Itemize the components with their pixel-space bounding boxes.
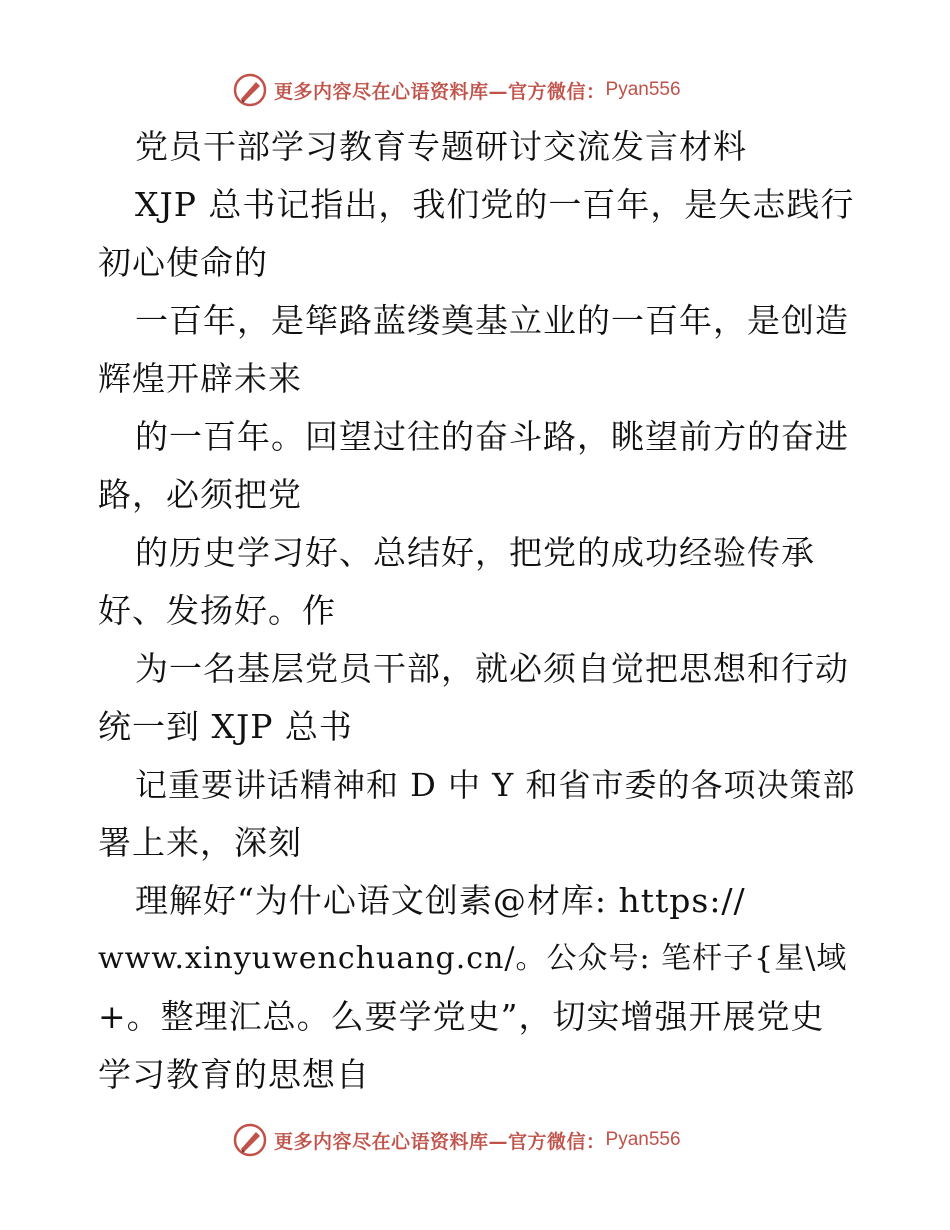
watermark-handle: Pyan556 — [605, 79, 681, 100]
text-line: 署上来，深刻 — [98, 823, 302, 862]
watermark-handle: Pyan556 — [605, 1129, 681, 1150]
text-line: 记重要讲话精神和 D 中 Y 和省市委的各项决策部 — [135, 766, 856, 804]
text-line: 好、发扬好。作 — [98, 591, 336, 630]
pen-logo-icon — [232, 1122, 268, 1158]
text-line: 一百年，是筚路蓝缕奠基立业的一百年，是创造 — [135, 301, 849, 340]
watermark-banner-bottom — [232, 1120, 752, 1160]
text-line: 为一名基层党员干部，就必须自觉把思想和行动 — [135, 649, 849, 688]
text-line: 的历史学习好、总结好，把党的成功经验传承 — [135, 533, 815, 572]
text-line: 辉煌开辟未来 — [98, 359, 302, 398]
text-line: 路，必须把党 — [98, 475, 302, 514]
text-line: www.xinyuwenchuang.cn/。公众号: 笔杆子{星\域 — [98, 941, 848, 976]
text-line: 学习教育的思想自 — [98, 1055, 370, 1094]
text-line: XJP 总书记指出，我们党的一百年，是矢志践行 — [135, 185, 855, 224]
text-line: 统一到 XJP 总书 — [98, 707, 353, 746]
text-line: 初心使命的 — [98, 243, 268, 282]
text-line: +。整理汇总。么要学党史”，切实增强开展党史 — [98, 997, 825, 1036]
document-title: 党员干部学习教育专题研讨交流发言材料 — [135, 127, 747, 166]
watermark-text: 更多内容尽在心语资料库—官方微信： — [274, 80, 606, 103]
pen-logo-icon — [232, 72, 268, 108]
watermark-banner-top — [232, 70, 752, 110]
text-line: 的一百年。回望过往的奋斗路，眺望前方的奋进 — [135, 417, 849, 456]
watermark-text: 更多内容尽在心语资料库—官方微信： — [274, 1130, 606, 1153]
text-line: 理解好“为什心语文创素@材库: https:// — [135, 881, 746, 920]
